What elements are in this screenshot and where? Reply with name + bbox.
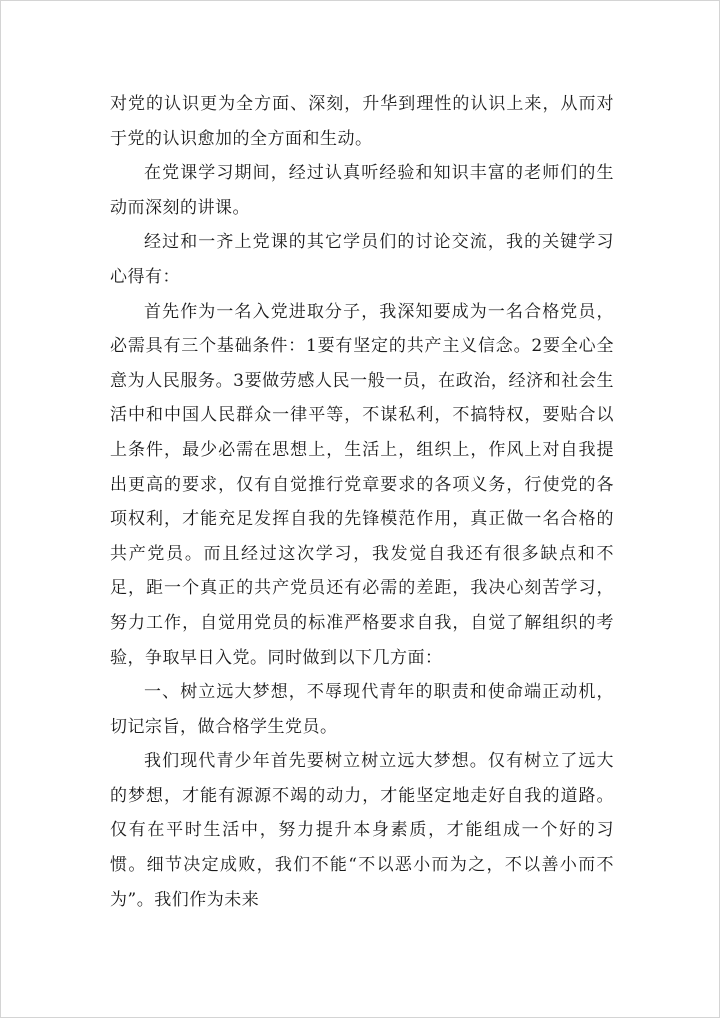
paragraph-3: 经过和一齐上党课的其它学员们的讨论交流，我的关键学习心得有： (110, 232, 614, 287)
paragraph-2: 在党课学习期间，经过认真听经验和知识丰富的老师们的生动而深刻的讲课。 (110, 163, 614, 218)
paragraph-1: 对党的认识更为全方面、深刻，升华到理性的认识上来，从而对于党的认识愈加的全方面和生动。 (110, 94, 614, 149)
paragraph-6: 我们现代青少年首先要树立树立远大梦想。仅有树立了远大的梦想，才能有源源不竭的动力，才能坚定地走好自我的道路。仅有在平时生活中，努力提升本身素质，才能组成一个好的习惯。细节决定成败，我们不能“不以恶小而为之，不以善小而不为”。我们作为未来 (110, 751, 614, 910)
paragraph-5: 一、树立远大梦想，不辱现代青年的职责和使命端正动机，切记宗旨，做合格学生党员。 (110, 682, 614, 737)
document-body (110, 87, 614, 917)
paragraph-4: 首先作为一名入党进取分子，我深知要成为一名合格党员，必需具有三个基础条件：1要有坚定的共产主义信念。2要全心全意为人民服务。3要做劳感人民一般一员，在政治，经济和社会生活中和中国人民群众一律平等，不谋私利，不搞特权，要贴合以上条件，最少必需在思想上，生活上，组织上，作风上对自我提出更高的要求，仅有自觉推行党章要求的各项义务，行使党的各项权利，才能充足发挥自我的先锋模范作用，真正做一名合格的共产党员。而且经过这次学习，我发觉自我还有很多缺点和不足，距一个真正的共产党员还有必需的差距，我决心刻苦学习，努力工作，自觉用党员的标准严格要求自我，自觉了解组织的考验，争取早日入党。同时做到以下几方面： (110, 301, 614, 668)
